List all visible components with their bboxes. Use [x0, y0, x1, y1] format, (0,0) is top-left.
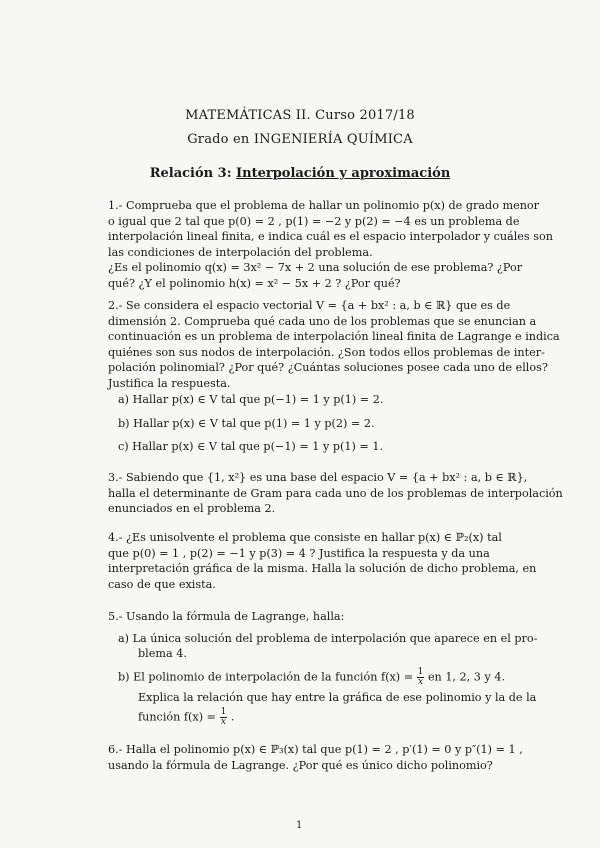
ex4-line: que p(0) = 1 , p(2) = −1 y p(3) = 4 ? Justifica la respuesta y da una: [108, 546, 490, 560]
ex5-intro: 5.- Usando la fórmula de Lagrange, halla:: [108, 610, 345, 623]
ex2-line: polación polinomial? ¿Por qué? ¿Cuántas soluciones posee cada uno de ellos?: [108, 361, 548, 375]
relation-prefix: Relación 3:: [149, 166, 232, 181]
page-number: 1: [296, 820, 303, 831]
exercise-6: [108, 742, 523, 773]
ex5-item-b-line2: Explica la relación que hay entre la gráfica de ese polinomio y la de la: [138, 691, 537, 704]
ex5-item-a-line: blema 4.: [138, 647, 187, 660]
ex1-line: 1.- Comprueba que el problema de hallar un polinomio p(x) de grado menor: [108, 199, 540, 212]
ex4-line: caso de que exista.: [108, 577, 216, 591]
ex2-line: dimensión 2. Comprueba qué cada uno de los problemas que se enuncian a: [108, 314, 537, 328]
ex6-line: 6.- Halla el polinomio p(x) ∈ ℙ₃(x) tal que p(1) = 2 , p′(1) = 0 y p″(1) = 1 ,: [108, 743, 523, 756]
ex5-item-b-line1: [118, 668, 505, 687]
fraction-one-over-x: [220, 708, 228, 727]
ex1-line: las condiciones de interpolación del problema.: [108, 245, 373, 259]
fraction-denominator: x: [220, 717, 226, 727]
ex4-line: interpretación gráfica de la misma. Halla la solución de dicho problema, en: [108, 562, 537, 576]
ex5-b-text: b) El polinomio de interpolación de la función f(x) =: [118, 670, 414, 684]
ex3-line: 3.- Sabiendo que {1, x²} es una base del espacio V = {a + bx² : a, b ∈ ℝ},: [108, 471, 528, 484]
ex1-line: o igual que 2 tal que p(0) = 2 , p(1) = −2 y p(2) = −4 es un problema de: [108, 214, 520, 228]
ex6-line: usando la fórmula de Lagrange. ¿Por qué es único dicho polinomio?: [108, 758, 493, 772]
fraction-numerator: 1: [417, 667, 424, 677]
ex3-line: halla el determinante de Gram para cada uno de los problemas de interpolación: [108, 486, 563, 500]
ex5-item-a-line: a) La única solución del problema de interpolación que aparece en el pro-: [118, 632, 538, 645]
ex1-line: ¿Es el polinomio q(x) = 3x² − 7x + 2 una solución de ese problema? ¿Por: [108, 261, 523, 275]
ex1-line: qué? ¿Y el polinomio h(x) = x² − 5x + 2 ? ¿Por qué?: [108, 276, 401, 290]
fraction-denominator: x: [417, 677, 424, 687]
ex5-b-text: función f(x) =: [138, 710, 217, 724]
degree-title: Grado en INGENIERÍA QUÍMICA: [187, 132, 413, 147]
fraction-numerator: 1: [220, 707, 227, 717]
relation-title: [0, 166, 600, 181]
exercise-3: [108, 470, 563, 517]
fraction-one-over-x: [417, 668, 425, 687]
ex2-line: 2.- Se considera el espacio vectorial V = {a + bx² : a, b ∈ ℝ} que es de: [108, 299, 511, 312]
ex2-line: Justifica la respuesta.: [108, 376, 231, 390]
ex1-line: interpolación lineal finita, e indica cuál es el espacio interpolador y cuáles son: [108, 230, 553, 244]
exercise-4: [108, 530, 537, 592]
ex5-b-text: .: [230, 710, 235, 724]
ex5-item-b-line3: [138, 708, 234, 727]
ex2-item-c: c) Hallar p(x) ∈ V tal que p(−1) = 1 y p(1) = 1.: [118, 440, 384, 453]
relation-topic: Interpolación y aproximación: [236, 166, 451, 181]
exercise-1: [108, 198, 553, 292]
ex5-b-text: en 1, 2, 3 y 4.: [427, 670, 506, 684]
course-title: MATEMÁTICAS II. Curso 2017/18: [185, 108, 415, 123]
ex2-item-b: b) Hallar p(x) ∈ V tal que p(1) = 1 y p(2) = 2.: [118, 417, 375, 430]
exercise-2: [108, 298, 560, 392]
ex2-line: continuación es un problema de interpolación lineal finita de Lagrange e indica: [108, 330, 560, 344]
ex2-line: quiénes son sus nodos de interpolación. ¿Son todos ellos problemas de inter-: [108, 345, 545, 359]
ex3-line: enunciados en el problema 2.: [108, 502, 276, 516]
ex2-item-a: a) Hallar p(x) ∈ V tal que p(−1) = 1 y p(1) = 2.: [118, 393, 384, 406]
ex4-line: 4.- ¿Es unisolvente el problema que consiste en hallar p(x) ∈ ℙ₂(x) tal: [108, 531, 502, 544]
